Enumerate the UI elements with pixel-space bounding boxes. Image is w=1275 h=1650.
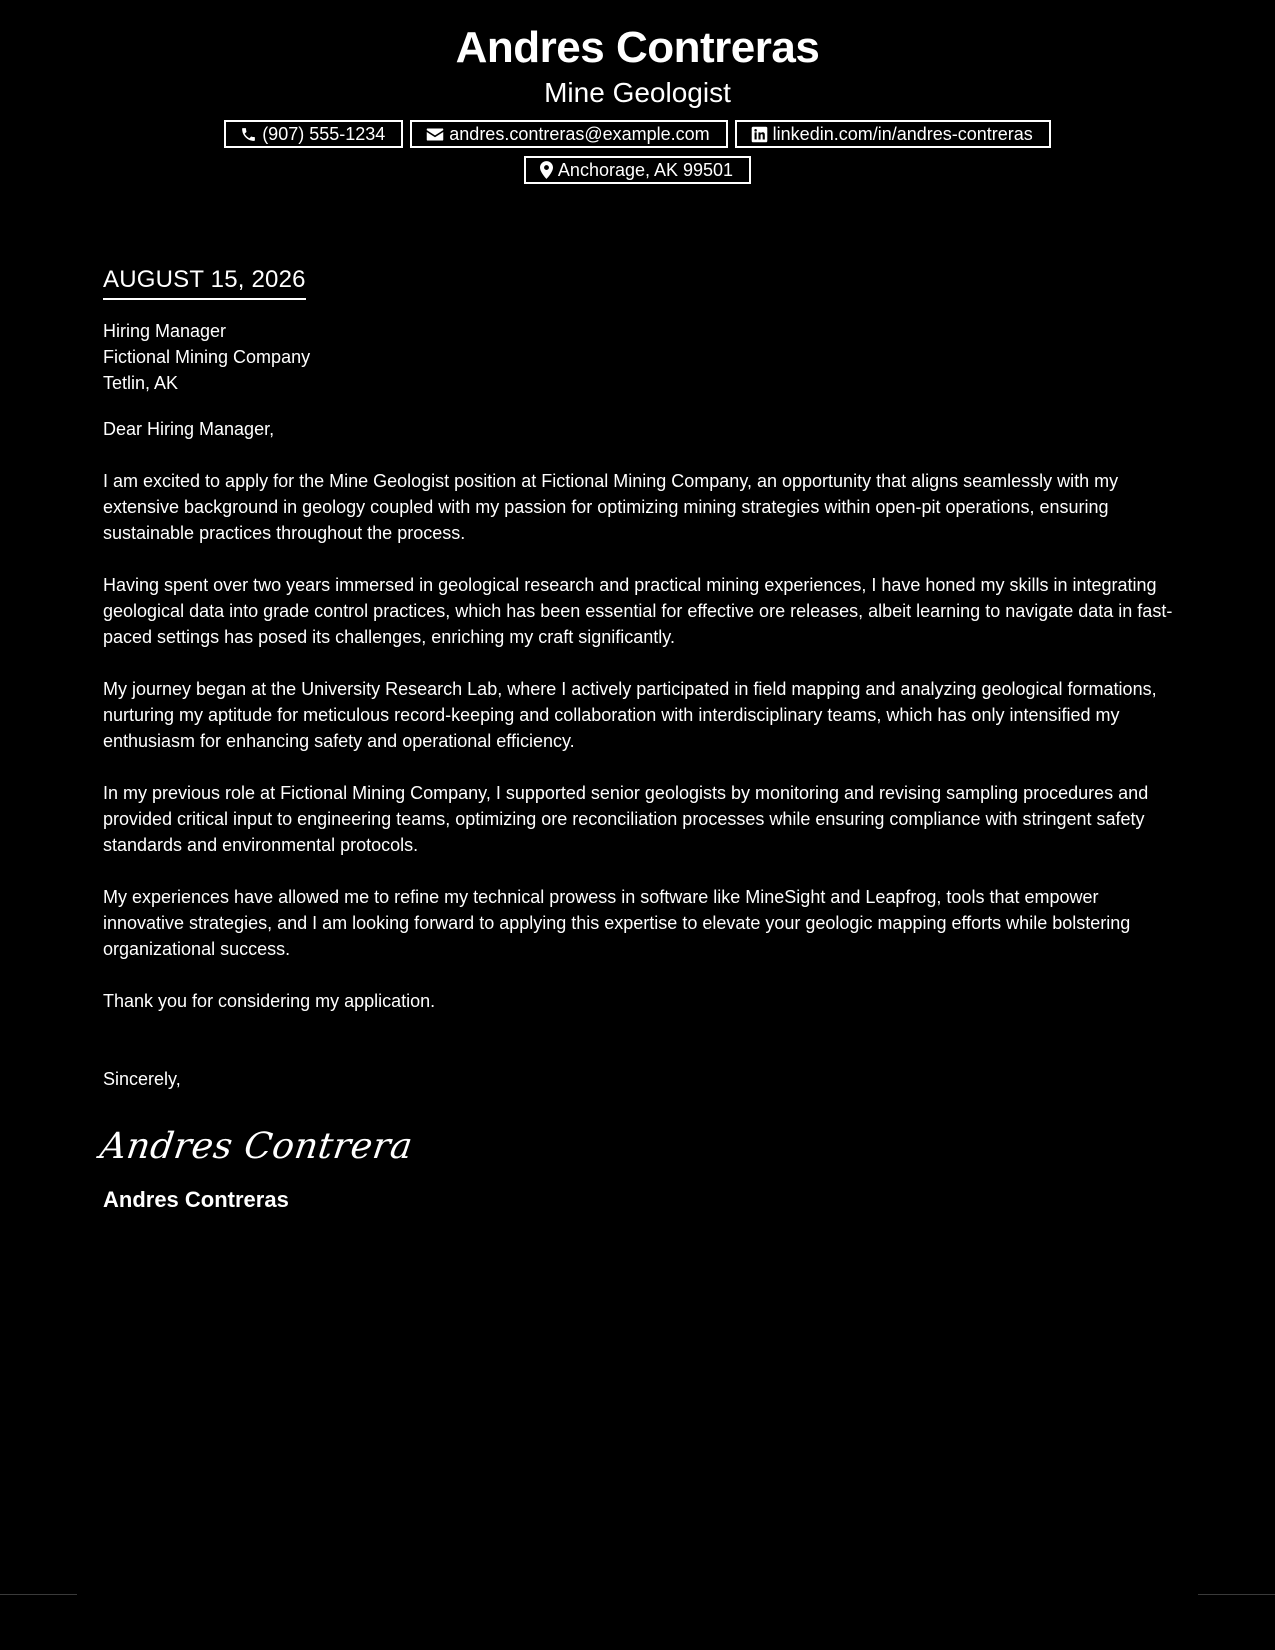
recipient-name: Hiring Manager	[103, 321, 227, 341]
linkedin-text: linkedin.com/in/andres-contreras	[772, 124, 1033, 144]
linkedin-contact[interactable]	[735, 120, 1051, 148]
footer-divider-left	[0, 1594, 77, 1595]
paragraph-5: My experiences have allowed me to refine my technical prowess in software like MineSight and Leapfrog, tools that empower innovative strategies, and I am looking forward to applying this expertise to elevate your geologic mapping efforts while bolstering organizational success.	[103, 887, 1131, 959]
applicant-name: Andres Contreras	[455, 23, 820, 72]
handwritten-signature	[97, 1114, 1183, 1174]
greeting: Dear Hiring Manager,	[103, 419, 275, 439]
recipient-company: Fictional Mining Company	[103, 347, 311, 367]
recipient-block	[103, 318, 1183, 396]
closing: Sincerely,	[103, 1069, 181, 1089]
paragraph-4: In my previous role at Fictional Mining Company, I supported senior geologists by monitoring and revising sampling procedures and provided critical input to engineering teams, optimizing ore reconciliation processes while ensuring compliance with stringent safety standards and environmental protocols.	[103, 783, 1149, 855]
email-contact[interactable]	[410, 120, 727, 148]
contact-row-2	[0, 156, 1275, 184]
envelope-icon	[426, 127, 444, 142]
letter-header	[0, 22, 1275, 184]
thanks-line: Thank you for considering my application.	[103, 991, 436, 1011]
paragraph-2: Having spent over two years immersed in geological research and practical mining experiences, I have honed my skills in integrating geological data into grade control practices, which has been essential for effective ore releases, albeit learning to navigate data in fast-paced settings has posed its challenges, enriching my craft significantly.	[103, 575, 1173, 647]
phone-text: (907) 555-1234	[262, 124, 386, 144]
location-text: Anchorage, AK 99501	[557, 160, 734, 180]
phone-contact[interactable]	[224, 120, 403, 148]
svg-text:Andres Contrera: Andres Contrera	[97, 1124, 416, 1167]
phone-icon	[240, 126, 257, 143]
location-contact	[524, 156, 751, 184]
recipient-location: Tetlin, AK	[103, 373, 179, 393]
paragraph-1: I am excited to apply for the Mine Geologist position at Fictional Mining Company, an opportunity that aligns seamlessly with my extensive background in geology coupled with my passion for optimizing mining strategies within open-pit operations, ensuring sustainable practices throughout the process.	[103, 471, 1119, 543]
linkedin-icon	[751, 126, 768, 143]
signer-name: Andres Contreras	[103, 1187, 289, 1212]
email-text: andres.contreras@example.com	[449, 124, 710, 144]
letter-body	[97, 264, 1183, 1214]
footer-divider-right	[1198, 1594, 1275, 1595]
map-marker-icon	[540, 161, 553, 179]
paragraph-3: My journey began at the University Research Lab, where I actively participated in field mapping and analyzing geological formations, nurturing my aptitude for meticulous record-keeping and collaboration with interdisciplinary teams, which has only intensified my enthusiasm for enhancing safety and operational efficiency.	[103, 679, 1157, 751]
letter-date: AUGUST 15, 2026	[103, 264, 306, 300]
applicant-title: Mine Geologist	[544, 77, 731, 108]
contact-row	[0, 120, 1275, 148]
